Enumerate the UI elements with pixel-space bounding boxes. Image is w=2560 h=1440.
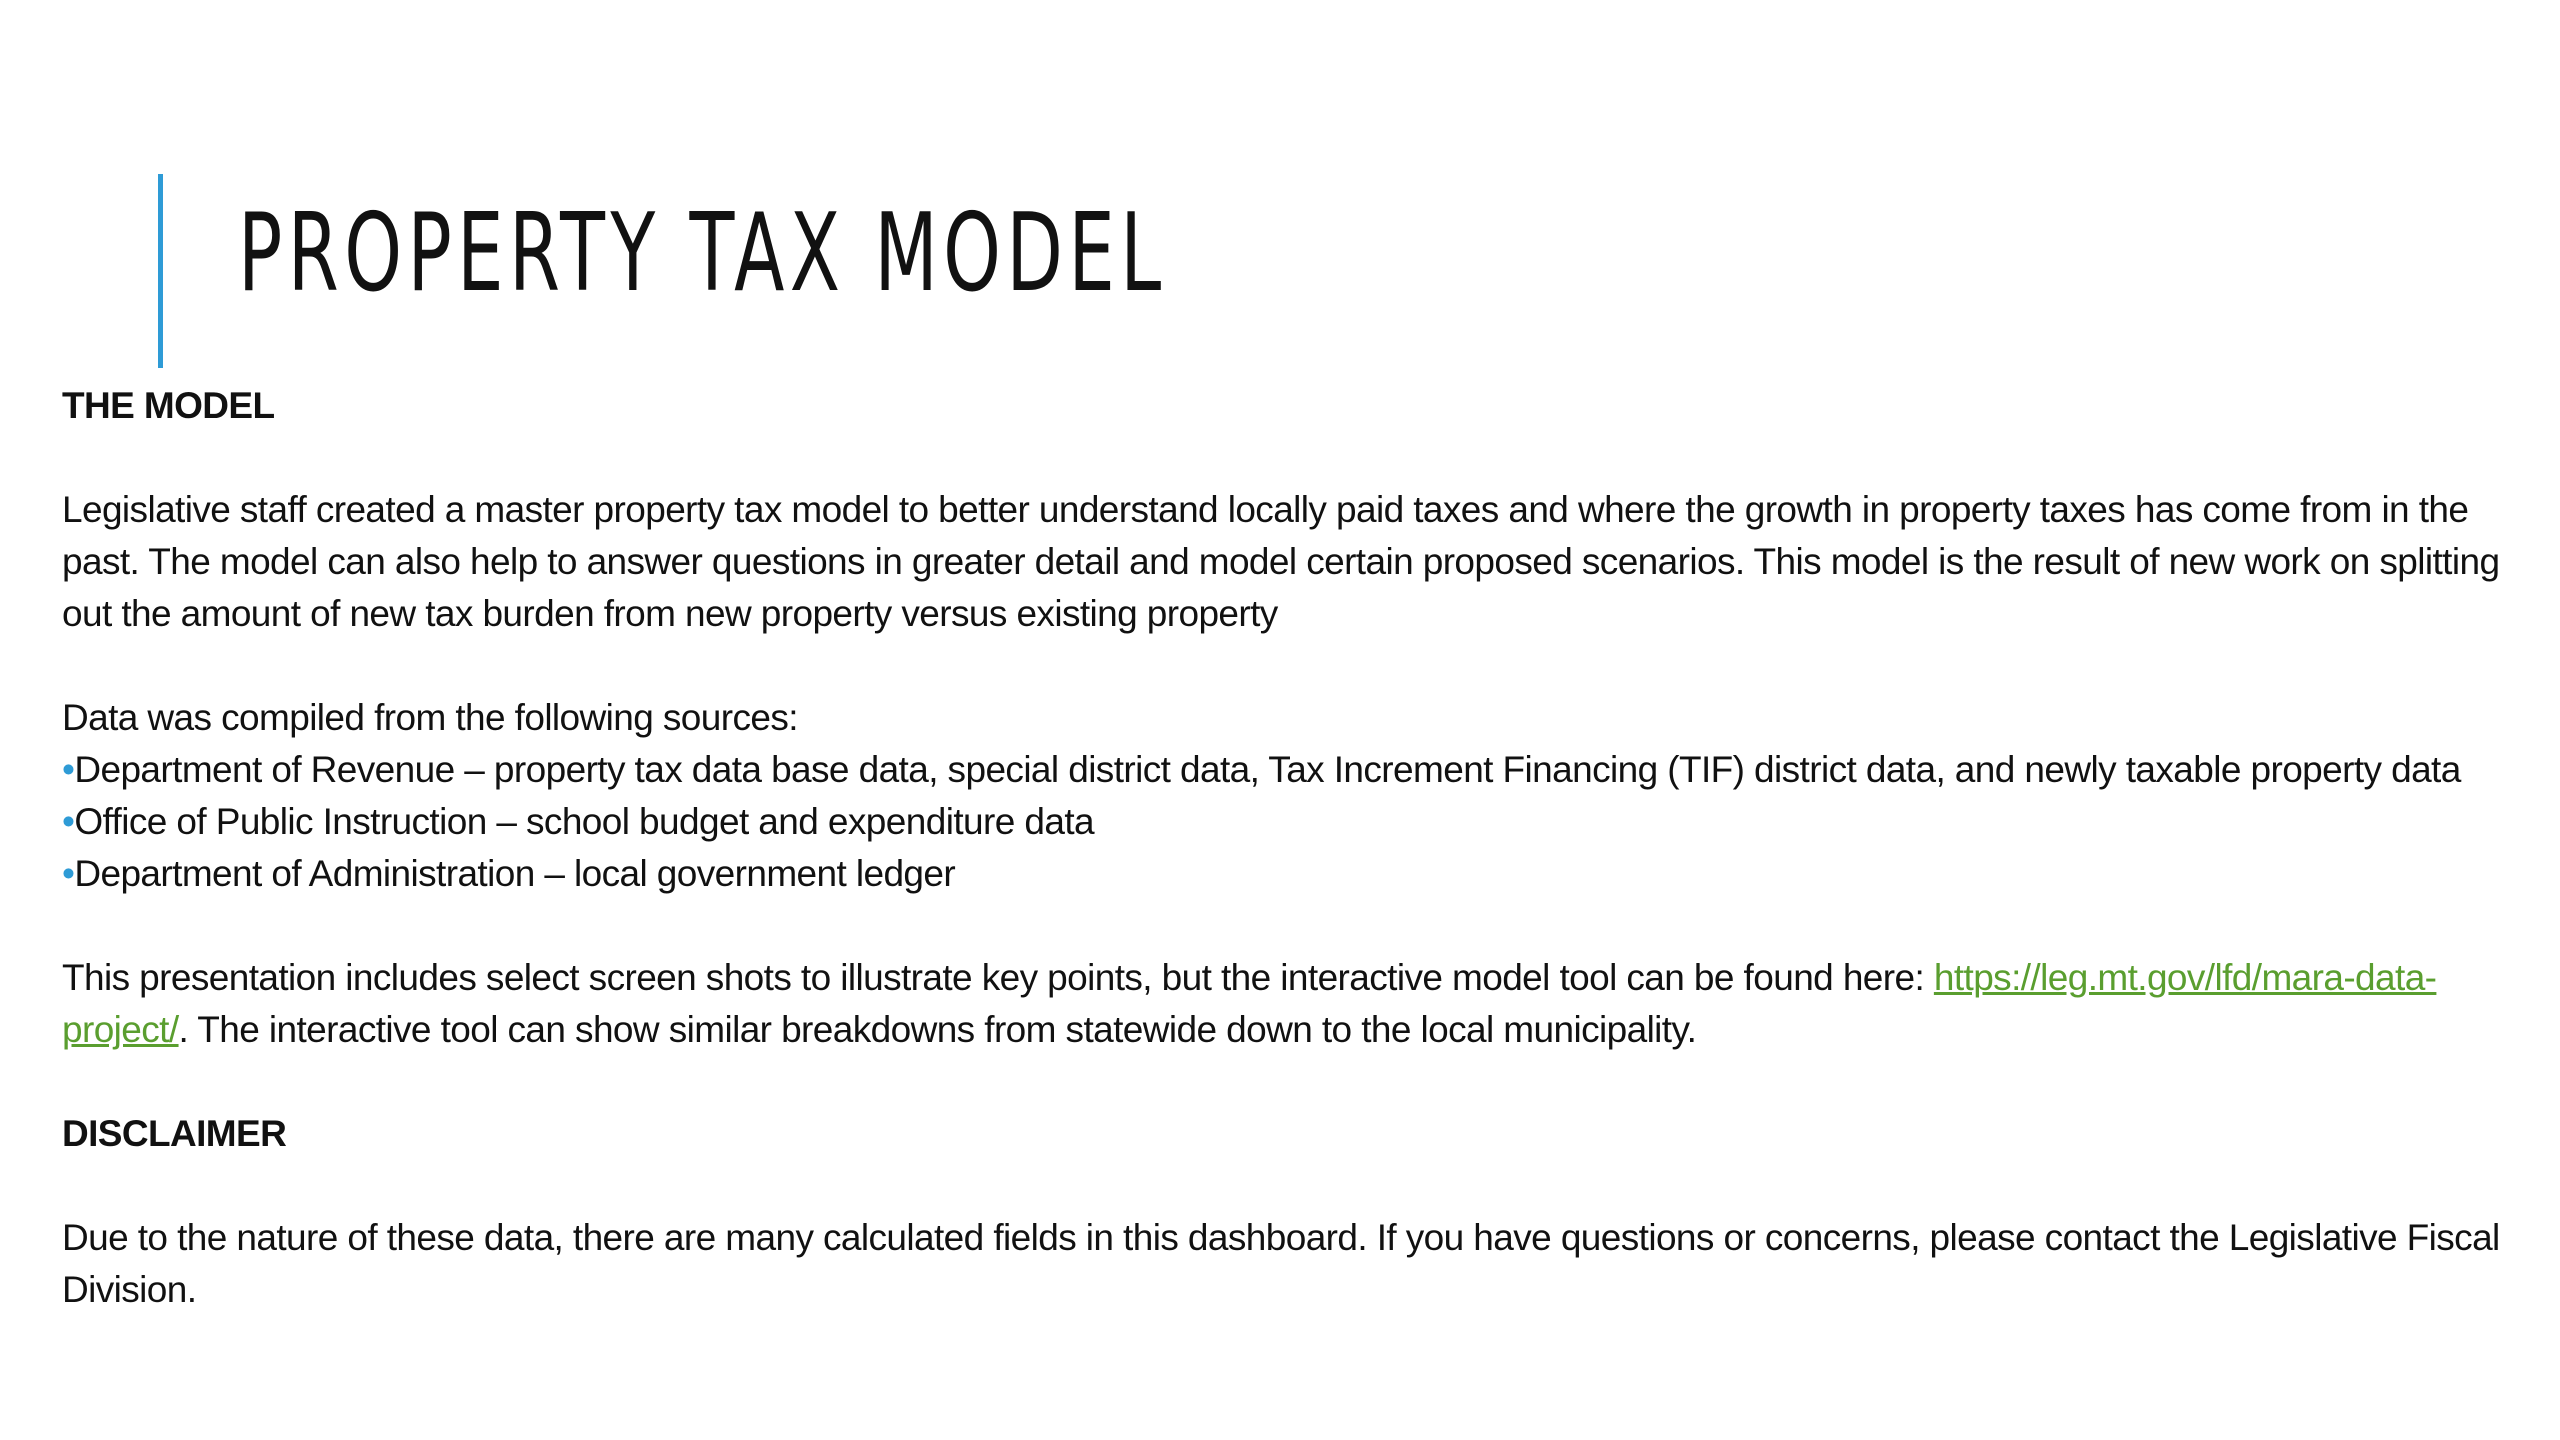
bullet-icon: • bbox=[62, 853, 75, 894]
tool-text-before: This presentation includes select screen shots to illustrate key points, but the interactive model tool can be found here: bbox=[62, 957, 1934, 998]
spacer bbox=[62, 640, 2522, 692]
slide-title: PROPERTY TAX MODEL bbox=[238, 191, 1167, 316]
source-item-label: Office of Public Instruction – school budget and expenditure data bbox=[74, 801, 1094, 842]
bullet-icon: • bbox=[62, 749, 75, 790]
model-paragraph: Legislative staff created a master property tax model to better understand locally paid taxes and where the growth in property taxes has come from in the past. The model can also help to answer questions in greater detail and model certain proposed scenarios. This model is the result of new work on splitting out the amount of new tax burden from new property versus existing property bbox=[62, 489, 2500, 634]
bullet-icon: • bbox=[62, 801, 75, 842]
source-item-revenue bbox=[62, 744, 2522, 796]
disclaimer-heading: DISCLAIMER bbox=[62, 1113, 287, 1154]
title-accent-bar bbox=[158, 174, 163, 368]
source-item-public-instruction bbox=[62, 796, 2522, 848]
spacer bbox=[62, 1056, 2522, 1108]
spacer bbox=[62, 1160, 2522, 1212]
spacer bbox=[62, 900, 2522, 952]
tool-paragraph bbox=[62, 952, 2522, 1056]
source-item-administration bbox=[62, 848, 2522, 900]
disclaimer-paragraph: Due to the nature of these data, there are many calculated fields in this dashboard. If you have questions or concerns, please contact the Legislative Fiscal Division. bbox=[62, 1217, 2500, 1310]
mara-data-project-link[interactable]: https://leg.mt.gov/lfd/mara-data-project/ bbox=[62, 957, 2437, 1050]
tool-text-after: . The interactive tool can show similar breakdowns from statewide down to the local municipality. bbox=[178, 1009, 1697, 1050]
source-item-label: Department of Administration – local government ledger bbox=[74, 853, 956, 894]
spacer bbox=[62, 432, 2522, 484]
sources-intro: Data was compiled from the following sources: bbox=[62, 697, 798, 738]
model-heading: THE MODEL bbox=[62, 385, 275, 426]
slide-body bbox=[62, 380, 2522, 1316]
source-item-label: Department of Revenue – property tax data base data, special district data, Tax Increment Financing (TIF) district data, and newly taxable property data bbox=[74, 749, 2461, 790]
